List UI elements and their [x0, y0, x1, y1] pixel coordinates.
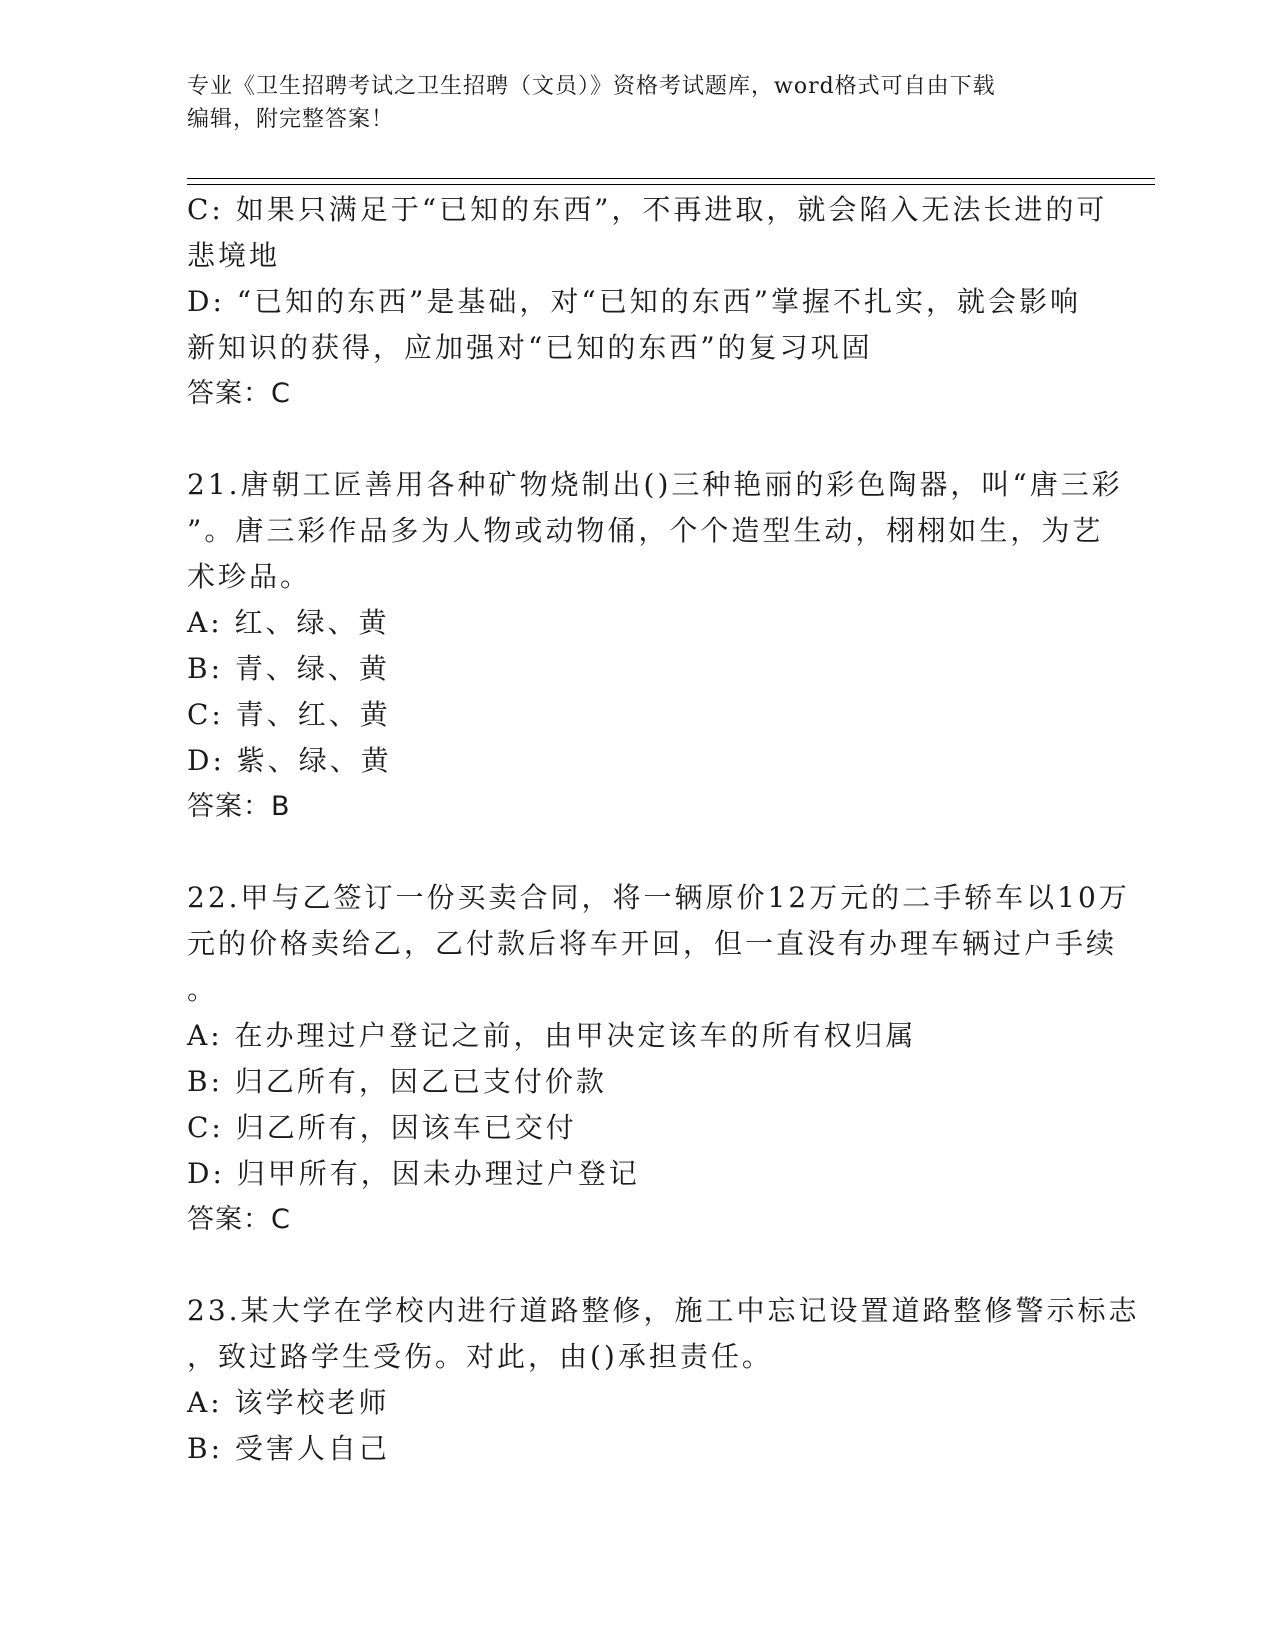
question-stem-line-3: 。 — [187, 973, 219, 1006]
option-d-line-1: D: “已知的东西”是基础，对“已知的东西”掌握不扎实，就会影响 — [187, 285, 1082, 318]
question-stem-line-3: 术珍品。 — [187, 560, 312, 593]
question-21 — [187, 462, 1123, 830]
answer-line: 答案：C — [187, 1204, 291, 1235]
spacer — [187, 830, 1082, 875]
option-a: A: 该学校老师 — [187, 1386, 390, 1419]
question-stem-line-1: 21.唐朝工匠善用各种矿物烧制出()三种艳丽的彩色陶器，叫“唐三彩 — [187, 468, 1123, 501]
option-b: B: 归乙所有，因乙已支付价款 — [187, 1065, 607, 1098]
document-body — [187, 187, 1140, 1472]
question-stem-line-1: 23.某大学在学校内进行道路整修，施工中忘记设置道路整修警示标志 — [187, 1294, 1140, 1327]
option-c: C: 归乙所有，因该车已交付 — [187, 1111, 577, 1144]
answer-line: 答案：C — [187, 378, 291, 409]
question-stem-line-2: ”。唐三彩作品多为人物或动物俑，个个造型生动，栩栩如生，为艺 — [187, 514, 1104, 547]
option-d-line-2: 新知识的获得，应加强对“已知的东西”的复习巩固 — [187, 331, 873, 364]
question-stem-line-2: 元的价格卖给乙，乙付款后将车开回，但一直没有办理车辆过户手续 — [187, 927, 1118, 960]
question-22 — [187, 875, 1130, 1243]
question-stem-line-1: 22.甲与乙签订一份买卖合同，将一辆原价12万元的二手轿车以10万 — [187, 881, 1130, 914]
header-divider-bottom — [187, 184, 1155, 185]
question-23 — [187, 1288, 1140, 1472]
spacer — [187, 1243, 1082, 1288]
header-divider-top — [187, 178, 1155, 179]
header-line-2: 编辑，附完整答案！ — [187, 107, 395, 132]
option-b: B: 受害人自己 — [187, 1432, 390, 1465]
option-c: C: 青、红、黄 — [187, 698, 391, 731]
option-d: D: 紫、绿、黄 — [187, 744, 392, 777]
answer-line: 答案：B — [187, 791, 291, 822]
spacer — [187, 417, 1082, 462]
option-a: A: 在办理过户登记之前，由甲决定该车的所有权归属 — [187, 1019, 917, 1052]
option-c-line-1: C: 如果只满足于“已知的东西”，不再进取，就会陷入无法长进的可 — [187, 193, 1108, 226]
option-c-line-2: 悲境地 — [187, 239, 281, 272]
option-a: A: 红、绿、黄 — [187, 606, 390, 639]
question-stem-line-2: ，致过路学生受伤。对此，由()承担责任。 — [187, 1340, 773, 1373]
document-header — [187, 70, 1087, 136]
question-20 — [187, 187, 1108, 417]
option-b: B: 青、绿、黄 — [187, 652, 390, 685]
option-d: D: 归甲所有，因未办理过户登记 — [187, 1157, 640, 1190]
header-line-1: 专业《卫生招聘考试之卫生招聘（文员）》资格考试题库，word格式可自由下载 — [187, 74, 996, 99]
